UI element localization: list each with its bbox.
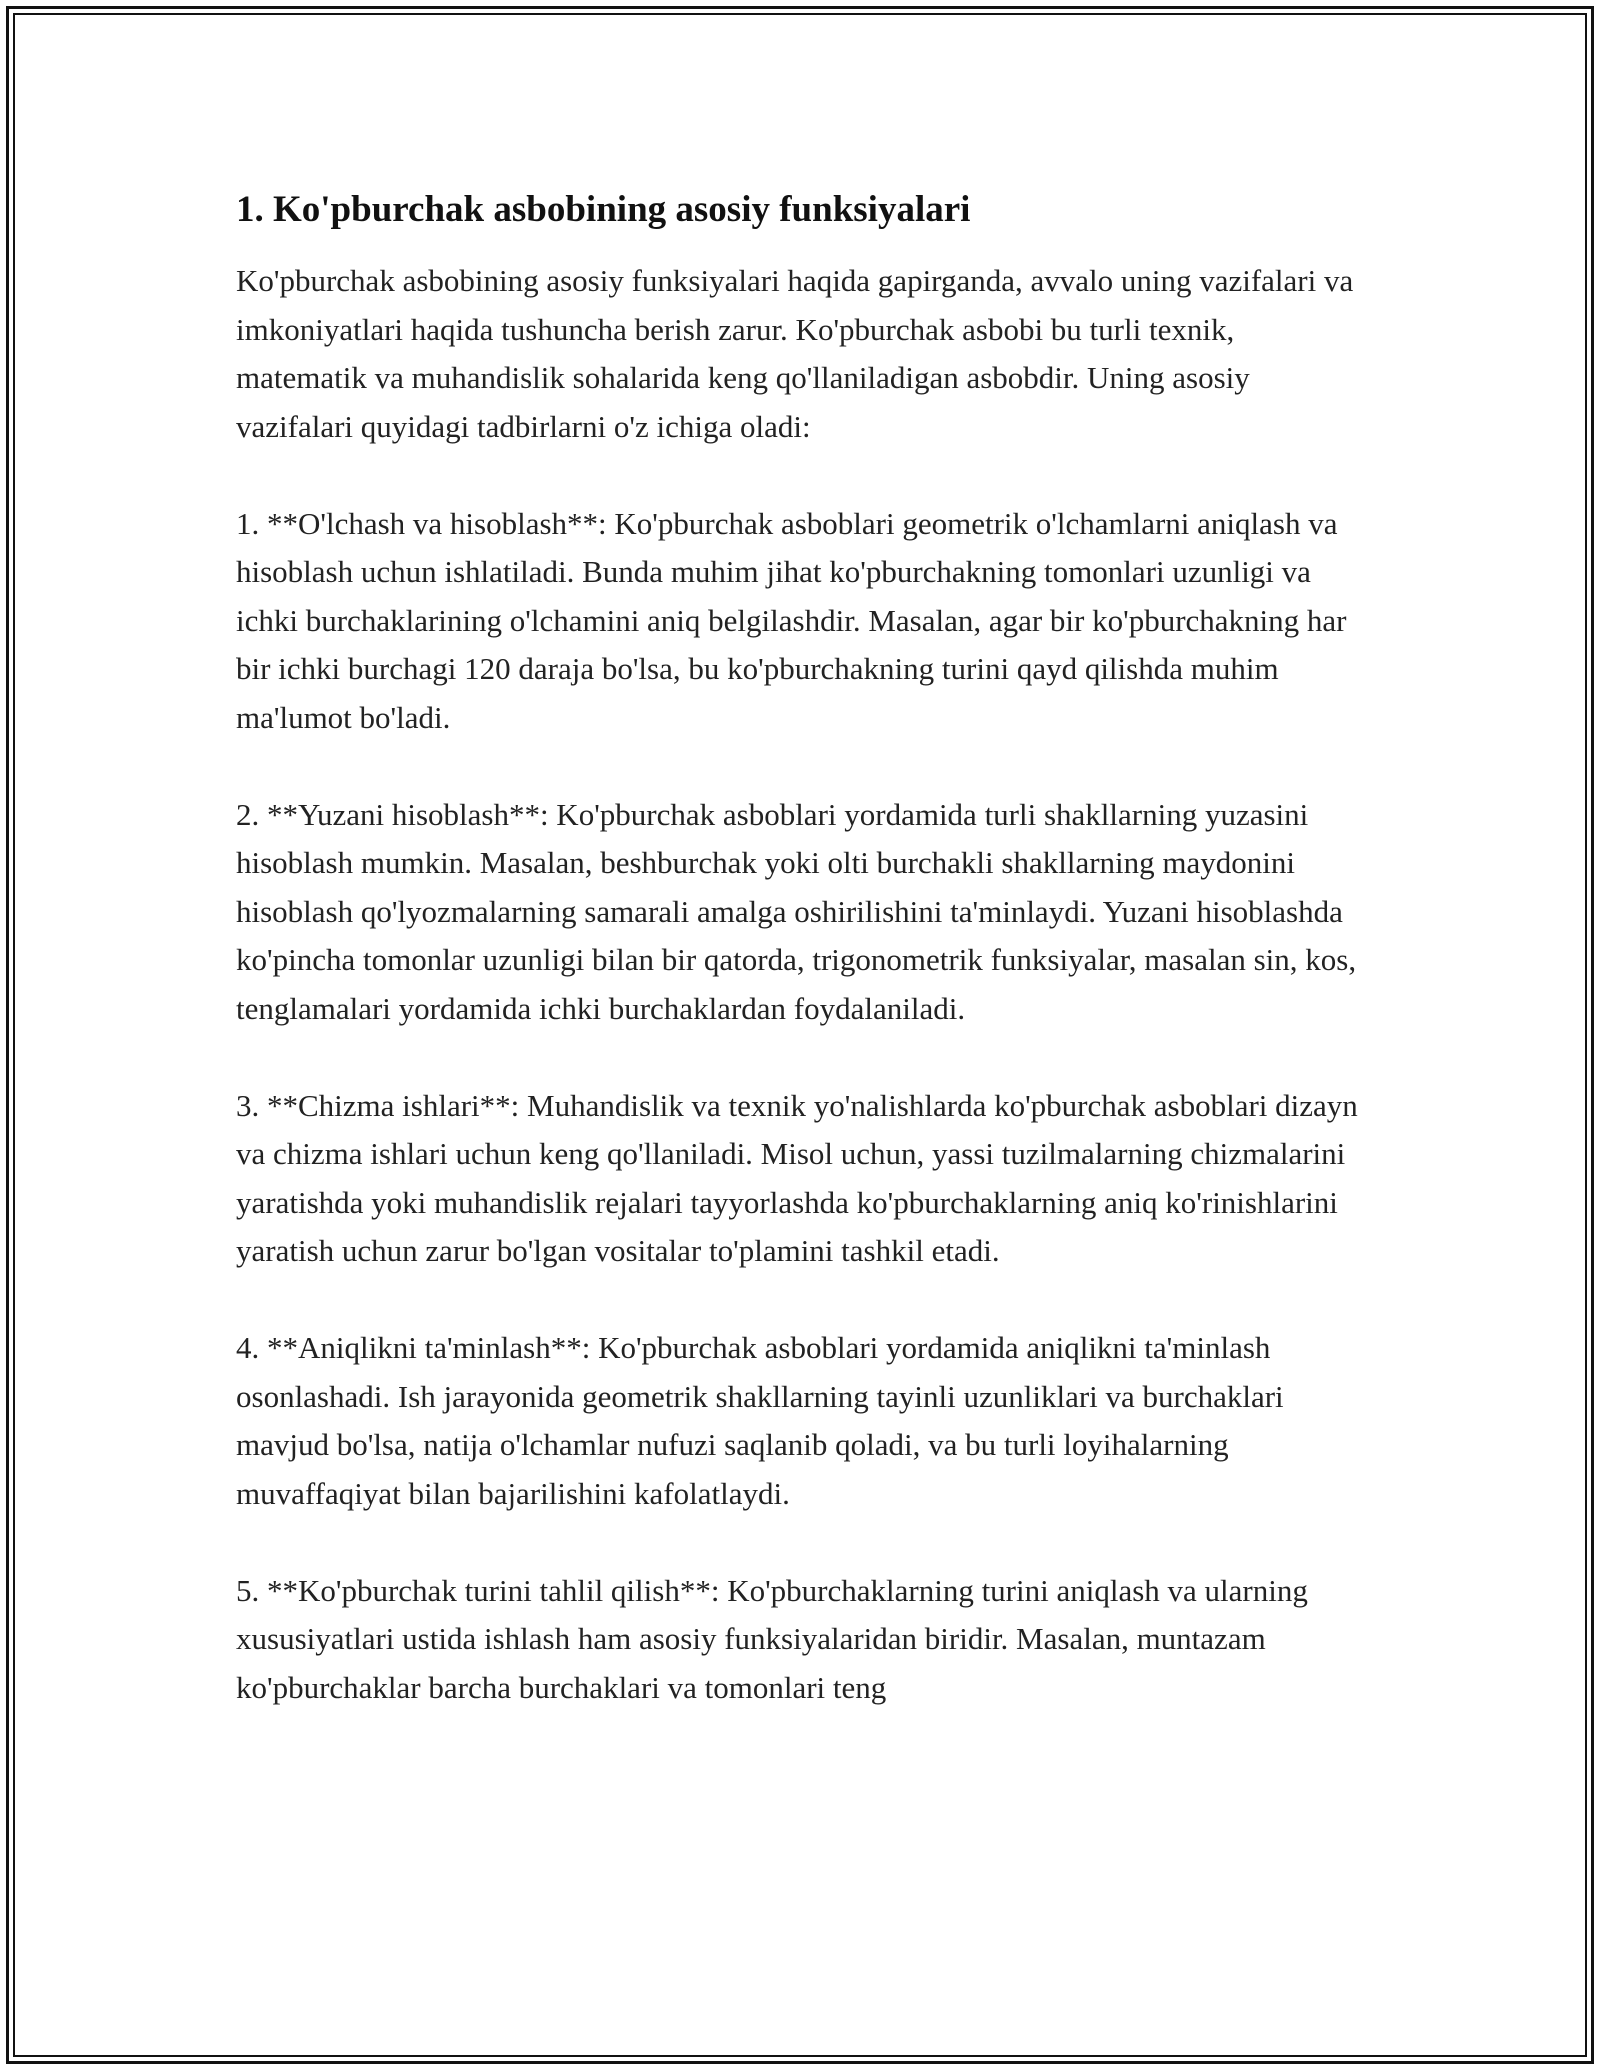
intro-paragraph: Ko'pburchak asbobining asosiy funksiyalari haqida gapirganda, avvalo uning vazifalari va imkoniyatlari haqida tushuncha berish zarur. Ko'pburchak asbobi bu turli texnik, matematik va muhandislik sohalarida keng qo'llaniladigan asbobdir. Uning asosiy vazifalari quyidagi tadbirlarni o'z ichiga oladi: bbox=[236, 263, 1354, 444]
section-heading: 1. Ko'pburchak asbobining asosiy funksiyalari bbox=[236, 189, 971, 230]
paragraph-accuracy: 4. **Aniqlikni ta'minlash**: Ko'pburchak asboblari yordamida aniqlikni ta'minlash osonlashadi. Ish jarayonida geometrik shakllarning tayinli uzunliklari va burchaklari mavjud bo'lsa, natija o'lchamlar nufuzi saqlanib qoladi, va bu turli loyihalarning muvaffaqiyat bilan bajarilishini kafolatlaydi. bbox=[236, 1330, 1284, 1511]
document-body bbox=[236, 185, 1371, 1761]
paragraph-drawing: 3. **Chizma ishlari**: Muhandislik va texnik yo'nalishlarda ko'pburchak asboblari dizayn va chizma ishlari uchun keng qo'llaniladi. Misol uchun, yassi tuzilmalarning chizmalarini yaratishda yoki muhandislik rejalari tayyorlashda ko'pburchaklarning aniq ko'rinishlarini yaratish uchun zarur bo'lgan vositalar to'plamini tashkil etadi. bbox=[236, 1087, 1358, 1268]
paragraph-area: 2. **Yuzani hisoblash**: Ko'pburchak asboblari yordamida turli shakllarning yuzasini hisoblash mumkin. Masalan, beshburchak yoki olti burchakli shakllarning maydonini hisoblash qo'lyozmalarning samarali amalga oshirilishini ta'minlaydi. Yuzani hisoblashda ko'pincha tomonlar uzunligi bilan bir qatorda, trigonometrik funksiyalar, masalan sin, kos, tenglamalari yordamida ichki burchaklardan foydalaniladi. bbox=[236, 796, 1357, 1026]
paragraph-measuring: 1. **O'lchash va hisoblash**: Ko'pburchak asboblari geometrik o'lchamlarni aniqlash va hisoblash uchun ishlatiladi. Bunda muhim jihat ko'pburchakning tomonlari uzunligi va ichki burchaklarining o'lchamini aniq belgilashdir. Masalan, agar bir ko'pburchakning har bir ichki burchagi 120 daraja bo'lsa, bu ko'pburchakning turini qayd qilishda muhim ma'lumot bo'ladi. bbox=[236, 505, 1347, 735]
paragraph-type-analysis: 5. **Ko'pburchak turini tahlil qilish**: Ko'pburchaklarning turini aniqlash va ularning xususiyatlari ustida ishlash ham asosiy funksiyalaridan biridir. Masalan, muntazam ko'pburchaklar barcha burchaklari va tomonlari teng bbox=[236, 1572, 1308, 1705]
